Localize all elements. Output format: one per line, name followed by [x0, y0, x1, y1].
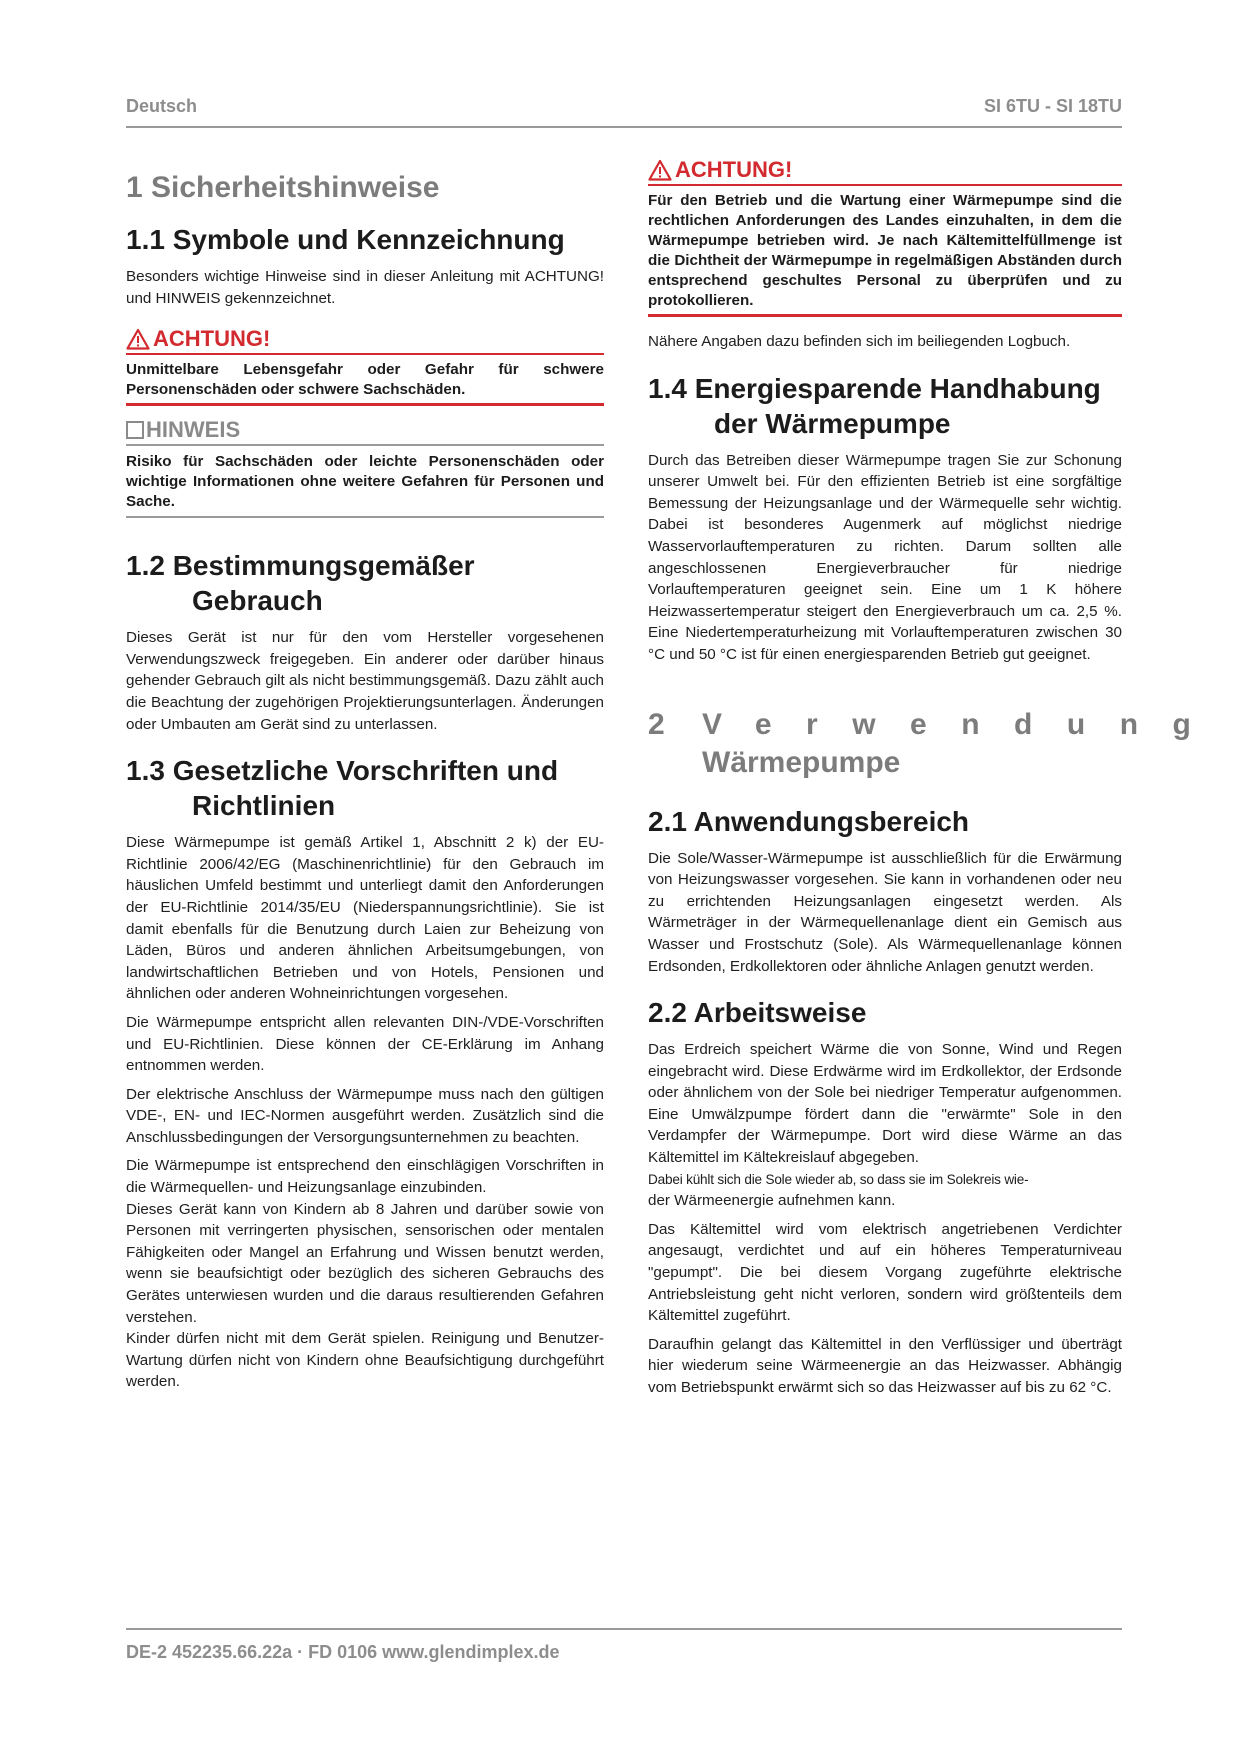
achtung-heading-right	[648, 158, 792, 182]
warning-icon	[648, 159, 672, 181]
achtung-text-right: Für den Betrieb und die Wartung einer Wärmepumpe sind die rechtlichen Anforderungen des Landes einzuhalten, in dem die Wärmepumpe betrieben wird. Je nach Kältemittelfüllmenge ist die Dichtheit der Wärmepumpe in regelmäßigen Abständen durch entsprechend geschultes Personal zu überprüfen und zu protokollieren.	[648, 192, 1122, 309]
section-1-4-title-line2: der Wärmepumpe	[714, 407, 951, 439]
hinweis-text: Risiko für Sachschäden oder leichte Personenschäden oder wichtige Informationen ohne weitere Gefahren für Personen und Sache.	[126, 453, 604, 511]
chapter-2-title-line2: Wärmepumpe	[702, 745, 901, 779]
chapter-2-number: 2	[648, 707, 665, 741]
section-1-3-paragraph-4: Die Wärmepumpe ist entsprechend den einschlägigen Vorschriften in die Wärmequellen- und Heizungsanlage einzubinden.	[126, 1157, 604, 1197]
section-2-2-paragraph-1-end: der Wärmeenergie aufnehmen kann.	[648, 1192, 896, 1210]
right-column	[648, 157, 1226, 1406]
section-1-3-title-line1: 1.3 Gesetzliche Vorschriften und	[126, 755, 559, 787]
section-2-1-title: 2.1 Anwendungsbereich	[648, 805, 970, 837]
page-footer	[126, 1628, 1122, 1663]
page-header	[126, 96, 1122, 128]
achtung-text: Unmittelbare Lebensgefahr oder Gefahr für schwere Personenschäden oder schwere Sachschäden.	[126, 361, 604, 399]
section-1-4-title-line1: 1.4 Energiesparende Handhabung	[648, 372, 1101, 404]
section-1-1-text: Besonders wichtige Hinweise sind in dieser Anleitung mit ACHTUNG! und HINWEIS gekennzeichnet.	[126, 268, 604, 307]
warning-icon	[126, 328, 150, 350]
section-1-3-paragraph-3: Der elektrische Anschluss der Wärmepumpe muss nach den gültigen VDE-, EN- und IEC-Normen ausgeführt werden. Zusätzlich sind die Anschlussbedingungen der Versorgungsunternehmen zu beachten.	[126, 1085, 604, 1146]
section-1-4-title	[648, 371, 1122, 441]
hinweis-notice	[126, 418, 604, 518]
section-1-3-paragraph-2: Die Wärmepumpe entspricht allen relevanten DIN-/VDE-Vorschriften und EU-Richtlinien. Diese können der CE-Erklärung im Anhang entnommen werden.	[126, 1013, 604, 1075]
achtung-notice-right	[648, 158, 1122, 317]
section-2-1-text: Die Sole/Wasser-Wärmepumpe ist ausschließlich für die Erwärmung von Heizungswasser vorgesehen. Sie kann in vorhandenen oder neu zu errichtenden Heizungsanlagen eingesetzt werden. Als Wärmeträger in der Wärmequellenanlage dient ein Gemisch aus Wasser und Frostschutz (Sole). Als Wärmequellenanlage können Erdsonden, Erdkollektoren oder ähnliche Anlagen genutzt werden.	[648, 849, 1122, 975]
achtung-title-right: ACHTUNG!	[675, 157, 793, 182]
hinweis-title: HINWEIS	[146, 417, 241, 443]
section-1-3-paragraph-5: Dieses Gerät kann von Kindern ab 8 Jahren und darüber sowie von Personen mit verringerten physischen, sensorischen oder mentalen Fähigkeiten oder Mangel an Erfahrung und Wissen benutzt werden, wenn sie beaufsichtigt oder bezüglich des sicheren Gebrauchs des Gerätes unterwiesen wurden und die daraus resultierenden Gefahren verstehen.	[126, 1200, 604, 1326]
section-1-1-title: 1.1 Symbole und Kennzeichnung	[126, 224, 565, 255]
section-1-2-title-line2: Gebrauch	[192, 585, 323, 617]
language-label: Deutsch	[126, 96, 198, 116]
section-2-2-paragraph-2: Das Kältemittel wird vom elektrisch angetriebenen Verdichter angesaugt, verdichtet und auf ein höheres Temperaturniveau "gepumpt". Die bei diesem Vorgang zugeführte elektrische Antriebsleistung geht nicht verloren, sondern wird größtenteils dem Kältemittel zugeführt.	[648, 1220, 1122, 1325]
section-1-3-paragraph-1: Diese Wärmepumpe ist gemäß Artikel 1, Abschnitt 2 k) der EU-Richtlinie 2006/42/EG (Maschinenrichtlinie) für den Gebrauch im häuslichen Umfeld bestimmt und unterliegt damit den Anforderungen der EU-Richtlinie 2014/35/EU (Niederspannungsrichtlinie). Sie ist damit ebenfalls für die Benutzung durch Laien zur Beheizung von Läden, Büros und anderen ähnlichen Arbeitsumgebungen, von landwirtschaftlichen Betrieben und von Hotels, Pensionen und ähnlichen oder anderen Wohneinrichtungen vorgesehen.	[126, 834, 604, 1003]
model-label: SI 6TU - SI 18TU	[983, 96, 1122, 116]
logbuch-text: Nähere Angaben dazu befinden sich im beiliegenden Logbuch.	[648, 333, 1071, 350]
chapter-1-title: 1 Sicherheitshinweise	[126, 171, 440, 204]
section-1-2-text: Dieses Gerät ist nur für den vom Hersteller vorgesehenen Verwendungszweck freigegeben. Ein anderer oder darüber hinaus gehender Gebrauch gilt als nicht bestimmungsgemäß. Dazu zählt auch die Beachtung der zugehörigen Projektierungsunterlagen. Änderungen oder Umbauten am Gerät sind zu unterlassen.	[126, 629, 604, 733]
section-1-3-title-line2: Richtlinien	[192, 790, 336, 822]
section-2-2-paragraph-1-cont: Dabei kühlt sich die Sole wieder ab, so dass sie im Solekreis wie-	[648, 1171, 1029, 1187]
achtung-heading	[126, 327, 270, 351]
achtung-title: ACHTUNG!	[153, 326, 271, 352]
checkbox-icon	[126, 421, 144, 439]
section-1-2-title-line1: 1.2 Bestimmungsgemäßer	[126, 550, 475, 582]
section-1-4-text: Durch das Betreiben dieser Wärmepumpe tragen Sie zur Schonung unserer Umwelt bei. Für den effizienten Betrieb ist eine sorgfältige Bemessung der Heizungsanlage und der Wärmequelle sehr wichtig. Dabei ist besonderes Augenmerk auf möglichst niedrige Wasservorlauftemperaturen zu richten. Darum sollten alle angeschlossenen Energieverbraucher für niedrige Vorlauftemperaturen geeignet sein. Eine um 1 K höhere Heizwassertemperatur steigert den Energieverbrauch um ca. 2,5 %. Eine Niedertemperaturheizung mit Vorlauftemperaturen zwischen 30 °C und 50 °C ist für einen energiesparenden Betrieb gut geeignet.	[648, 451, 1122, 663]
section-1-3-title	[126, 753, 604, 823]
achtung-notice	[126, 327, 604, 406]
section-2-2-paragraph-1: Das Erdreich speichert Wärme die von Sonne, Wind und Regen eingebracht wird. Diese Erdwärme wird im Erdkollektor, der Erdsonde oder ähnlichem von der Sole bei niedriger Temperatur aufgenommen. Eine Umwälzpumpe fördert dann die "erwärmte" Sole in den Verdampfer der Wärmepumpe. Dort wird diese Wärme an das Kältemittel im Kältekreislauf abgegeben.	[648, 1041, 1122, 1167]
hinweis-heading	[126, 418, 240, 442]
chapter-2-word: Verwendung	[702, 707, 1226, 741]
section-2-2-paragraph-3: Daraufhin gelangt das Kältemittel in den Verflüssiger und überträgt hier wiederum seine Wärmeenergie an das Heizwasser. Abhängig vom Betriebspunkt erwärmt sich so das Heizwasser auf bis zu 62 °C.	[648, 1335, 1122, 1396]
section-1-3-paragraph-6: Kinder dürfen nicht mit dem Gerät spielen. Reinigung und Benutzer- Wartung dürfen nicht von Kindern ohne Beaufsichtigung durchgeführt werden.	[126, 1330, 604, 1391]
section-2-2-title: 2.2 Arbeitsweise	[648, 997, 867, 1029]
chapter-2-title	[648, 706, 1226, 782]
section-1-2-title	[126, 548, 604, 618]
left-column	[126, 158, 604, 1400]
footer-text: DE-2 452235.66.22a · FD 0106 www.glendimplex.de	[126, 1642, 560, 1662]
